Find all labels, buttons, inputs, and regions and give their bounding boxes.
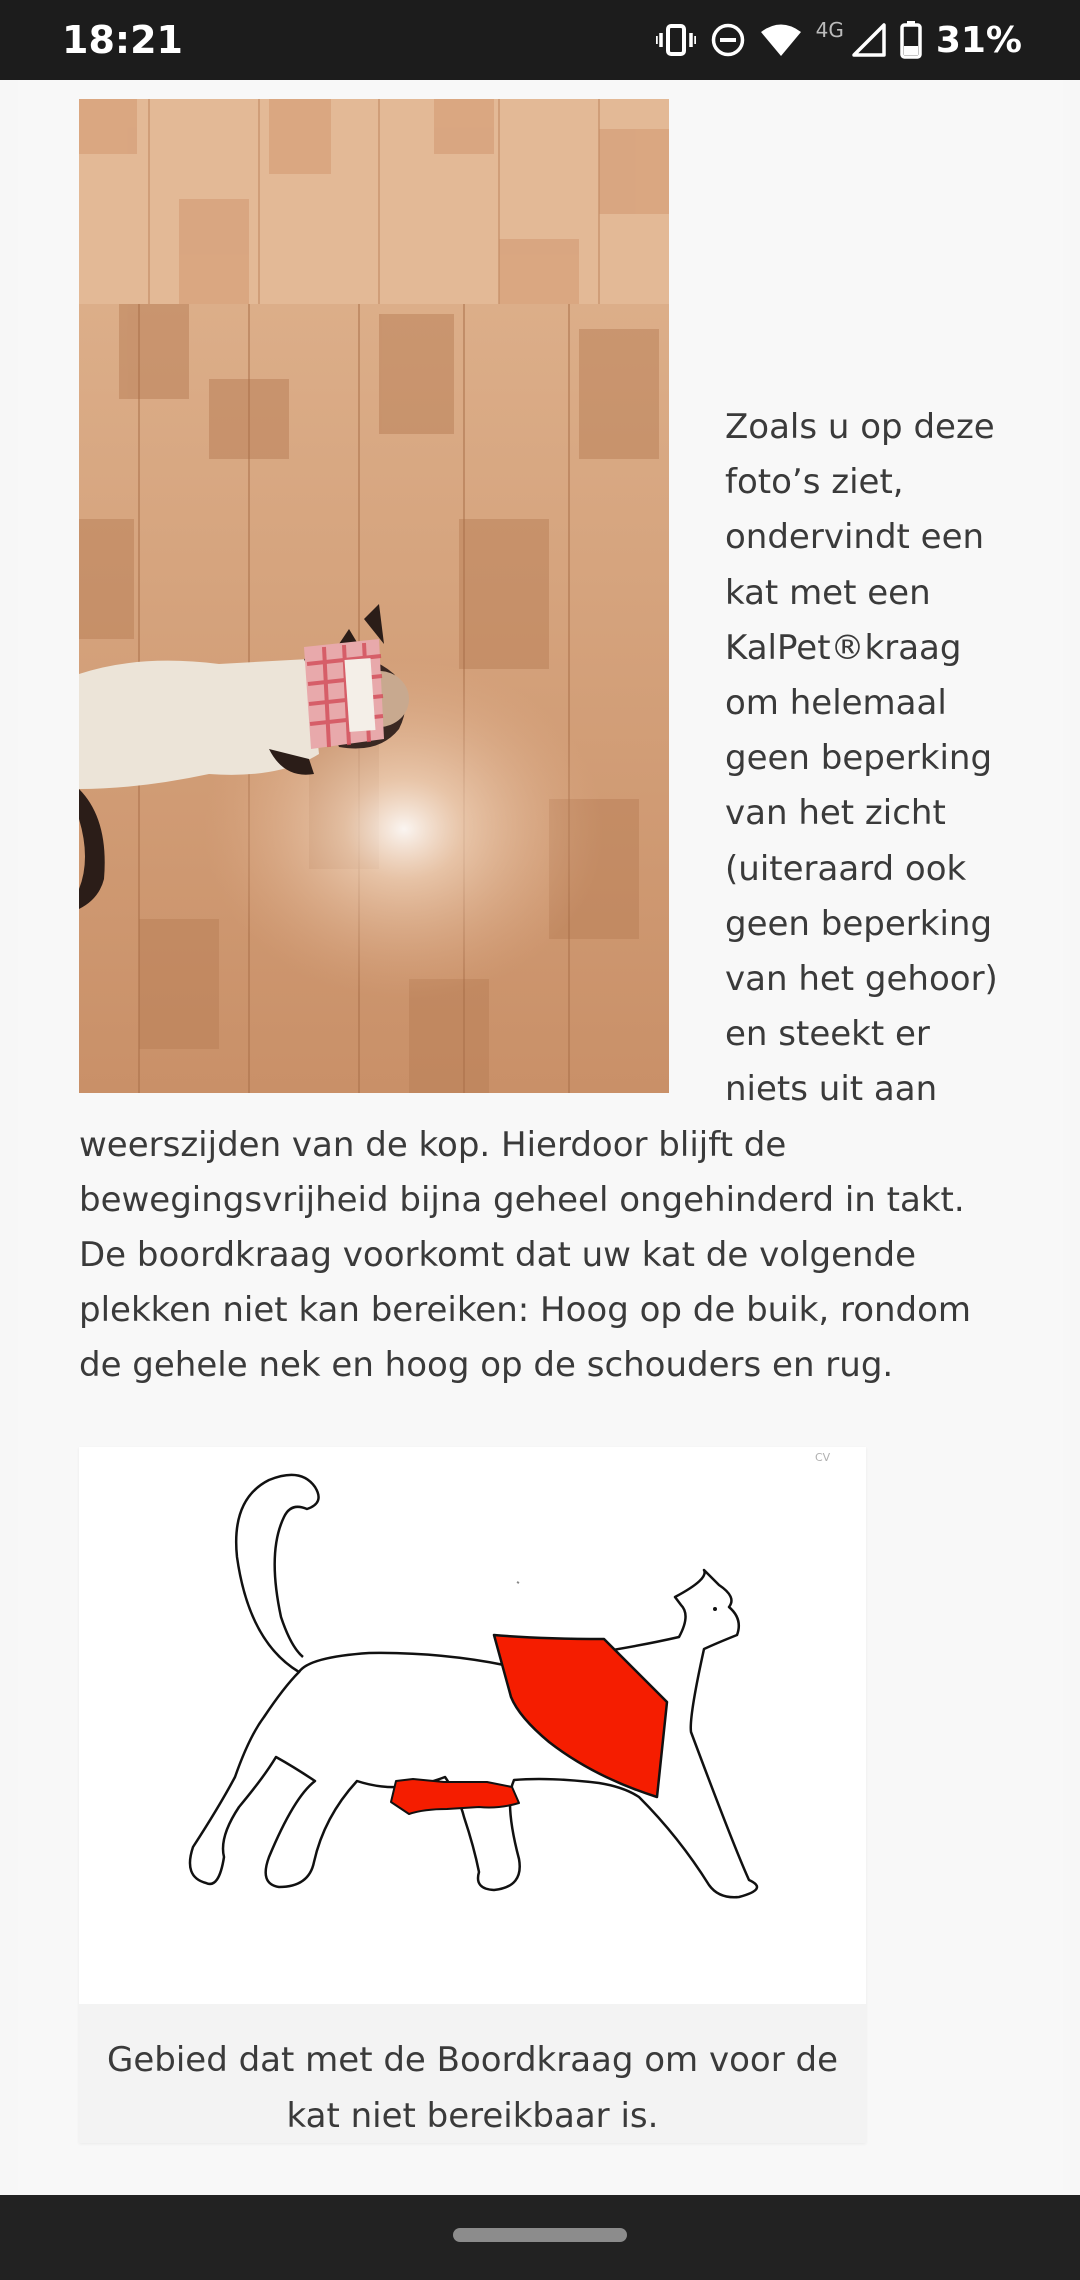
battery-percentage: 31% [935, 19, 1022, 61]
wifi-icon [760, 23, 802, 57]
battery-icon [900, 21, 922, 59]
status-bar [0, 0, 1080, 80]
do-not-disturb-icon [710, 22, 746, 58]
figure-caption: Gebied dat met de Boordkraag om voor de kat niet bereikbaar is. [107, 2040, 838, 2136]
diagram-watermark: CV [815, 1451, 831, 1464]
status-icons [656, 14, 1022, 66]
home-gesture-handle[interactable] [453, 2228, 627, 2242]
collar-area-figure [79, 1447, 866, 2143]
photo-float-spacer [79, 400, 725, 1100]
article-paragraph: Zoals u op deze foto’s ziet, ondervindt een kat met een KalPet®kraag om helemaal geen beperking van het zicht (uiteraard ook geen beperking van het gehoor) en steekt er niets uit aan weerszijden van de kop. Hierdoor blijft de bewegingsvrijheid bijna geheel ongehinderd in takt. De boordkraag voorkomt dat uw kat de volgende plekken niet kan bereiken: Hoog op de buik, rondom de gehele nek en hoog op de schouders en rug. [79, 407, 998, 1386]
cell-signal-icon [852, 23, 886, 57]
network-type-label: 4G [815, 18, 844, 42]
vibrate-icon [656, 22, 696, 58]
status-time: 18:21 [62, 18, 183, 62]
article-paragraph-container [79, 400, 999, 1394]
cat-diagram-image [79, 1447, 866, 2004]
